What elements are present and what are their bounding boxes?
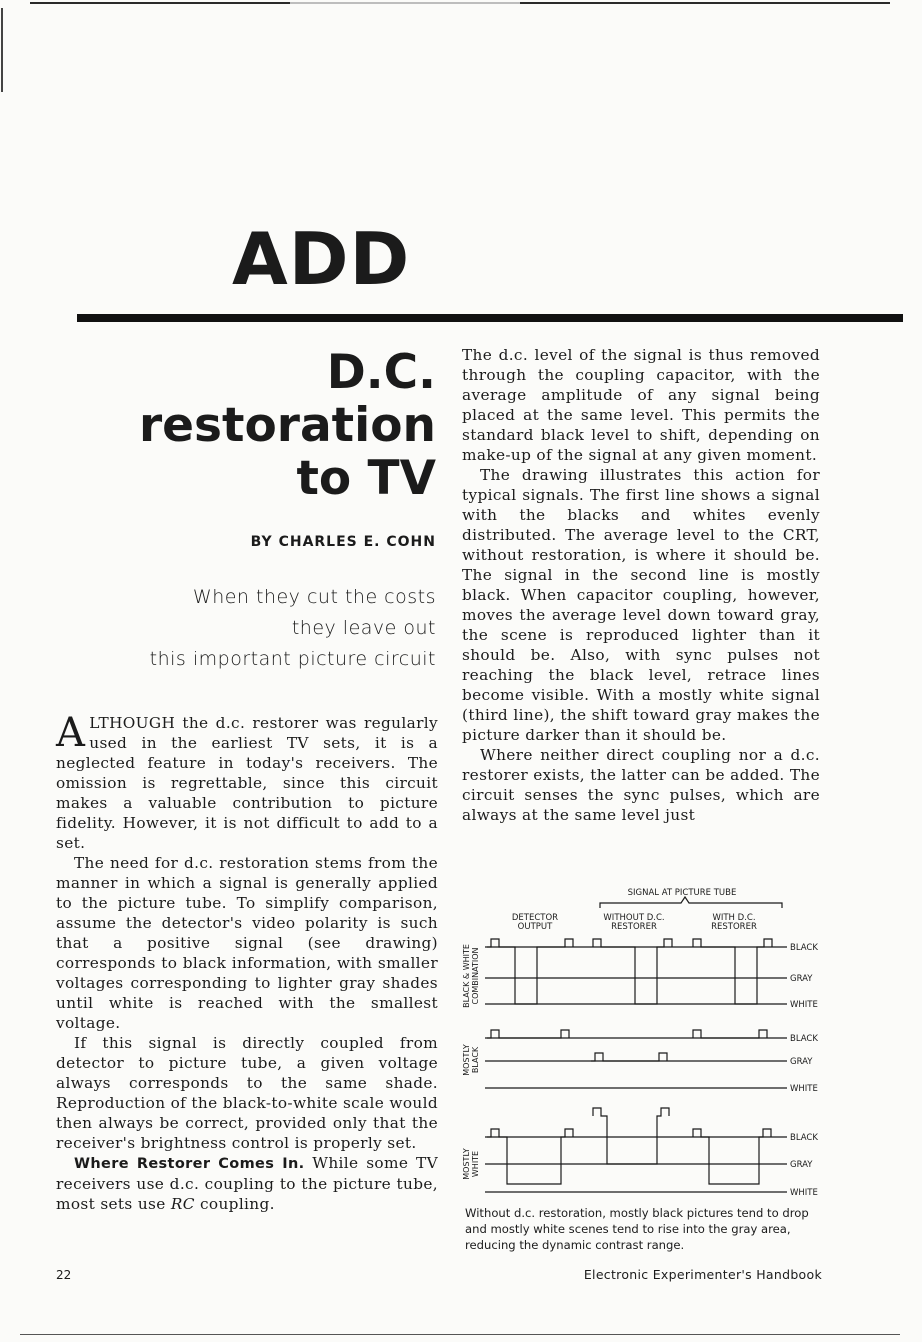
fig-level-black-2: BLACK bbox=[790, 1034, 818, 1044]
fig-row2-label-2: BLACK bbox=[471, 1046, 480, 1074]
fig-row3-label-2: WHITE bbox=[471, 1150, 480, 1178]
fig-row1-label-1: BLACK & WHITE bbox=[462, 944, 471, 1008]
headline-line-2: restoration bbox=[138, 398, 436, 453]
paragraph-intro-text: LTHOUGH the d.c. restorer was regularly used in the earliest TV sets, it is a neglected feature in today's receivers. The omission is regrettable, since this circuit makes a valuable contribution to picture fidelity. However, it is not difficult to add to a set. bbox=[56, 714, 438, 852]
signal-diagram bbox=[457, 884, 829, 1204]
headline-line-1: D.C. bbox=[326, 345, 436, 400]
row1-detector-wave bbox=[487, 939, 573, 1004]
fig-col-with-2: RESTORER bbox=[711, 922, 757, 932]
row2-without-wave bbox=[591, 1053, 667, 1061]
deck-line-2: they leave out bbox=[291, 617, 436, 639]
row1-with-wave bbox=[693, 939, 772, 1004]
running-footer: Electronic Experimenter's Handbook bbox=[583, 1267, 822, 1282]
page-number: 22 bbox=[56, 1268, 72, 1282]
fig-row2-label-1: MOSTLY bbox=[462, 1044, 471, 1076]
paragraph-intro bbox=[56, 710, 438, 853]
fig-col-without-1: WITHOUT D.C. bbox=[603, 913, 665, 923]
left-column bbox=[56, 710, 438, 1214]
fig-level-white-2: WHITE bbox=[790, 1084, 818, 1094]
paragraph-need: The need for d.c. restoration stems from the manner in which a signal is generally applied to the picture tube. To simplify comparison, assume the detector's video polarity is such that a positive signal (see drawing) corresponds to black information, with smaller voltages corresponding to lighter gray shades until white is reached with the smallest voltage. bbox=[56, 854, 438, 1032]
fig-col-without-2: RESTORER bbox=[611, 922, 657, 932]
paragraph-circuit: Where neither direct coupling nor a d.c. restorer exists, the latter can be added. The circuit senses the sync pulses, which are always at the same level just bbox=[462, 746, 820, 824]
headline bbox=[56, 346, 436, 505]
figure-caption: Without d.c. restoration, mostly black pictures tend to drop and mostly white scenes tend to rise into the gray area, reducing the dynamic contrast range. bbox=[465, 1206, 809, 1252]
row2-detector-wave bbox=[487, 1030, 569, 1038]
deck bbox=[76, 582, 436, 675]
fig-level-gray-3: GRAY bbox=[790, 1160, 813, 1170]
row3-without-wave bbox=[593, 1108, 669, 1164]
fig-level-gray-2: GRAY bbox=[790, 1057, 813, 1067]
fig-row3-label-1: MOSTLY bbox=[462, 1148, 471, 1180]
paragraph-restorer-tail: coupling. bbox=[194, 1195, 275, 1213]
right-column bbox=[462, 345, 820, 825]
fig-level-white-1: WHITE bbox=[790, 1000, 818, 1010]
runin-heading: Where Restorer Comes In. bbox=[74, 1156, 305, 1172]
fig-level-black-3: BLACK bbox=[790, 1133, 818, 1143]
fig-col-detector-2: OUTPUT bbox=[517, 922, 553, 932]
paragraph-restorer bbox=[56, 1153, 438, 1214]
fig-col-with-1: WITH D.C. bbox=[712, 913, 756, 923]
rc-emphasis: RC bbox=[170, 1195, 195, 1213]
fig-level-gray-1: GRAY bbox=[790, 974, 813, 984]
headline-line-3: to TV bbox=[296, 451, 436, 506]
top-rule-faded bbox=[290, 2, 520, 4]
drop-cap: A bbox=[56, 710, 86, 756]
title-rule bbox=[77, 314, 903, 322]
byline: BY CHARLES E. COHN bbox=[250, 534, 436, 550]
paragraph-direct: If this signal is directly coupled from detector to picture tube, a given voltage always corresponds to the same shade. Reproduction of the black-to-white scale would then always be correct, provided only that the receiver's brightness control is properly set. bbox=[56, 1034, 438, 1152]
fig-level-black-1: BLACK bbox=[790, 943, 818, 953]
signal-bracket bbox=[600, 897, 782, 908]
fig-col-detector-1: DETECTOR bbox=[511, 913, 559, 923]
deck-line-3: this important picture circuit bbox=[149, 648, 436, 670]
row2-with-wave bbox=[693, 1030, 767, 1038]
fig-top-label: SIGNAL AT PICTURE TUBE bbox=[627, 888, 737, 898]
row1-without-wave bbox=[593, 939, 672, 1004]
deck-line-1: When they cut the costs bbox=[192, 586, 436, 608]
fig-level-white-3: WHITE bbox=[790, 1188, 818, 1198]
paragraph-level: The d.c. level of the signal is thus removed through the coupling capacitor, with the average amplitude of any signal being placed at the same level. This permits the standard black level to shift, depending on make-up of the signal at any given moment. bbox=[462, 346, 820, 464]
paragraph-restorer-text: While some TV receivers use d.c. coupling to the picture tube, most sets use bbox=[56, 1154, 438, 1213]
margin-mark bbox=[1, 8, 3, 92]
paragraph-drawing: The drawing illustrates this action for typical signals. The first line shows a signal with the blacks and whites evenly distributed. The average level to the CRT, without restoration, is where it should be. The signal in the second line is mostly black. When capacitor coupling, however, moves the average level down toward gray, the scene is reproduced lighter than it should be. Also, with sync pulses not reaching the black level, retrace lines become visible. With a mostly white signal (third line), the shift toward gray makes the picture darker than it should be. bbox=[462, 466, 820, 744]
fig-row1-label-2: COMBINATION bbox=[471, 947, 480, 1005]
bottom-rule bbox=[20, 1334, 900, 1335]
kicker-add: ADD bbox=[232, 217, 411, 301]
